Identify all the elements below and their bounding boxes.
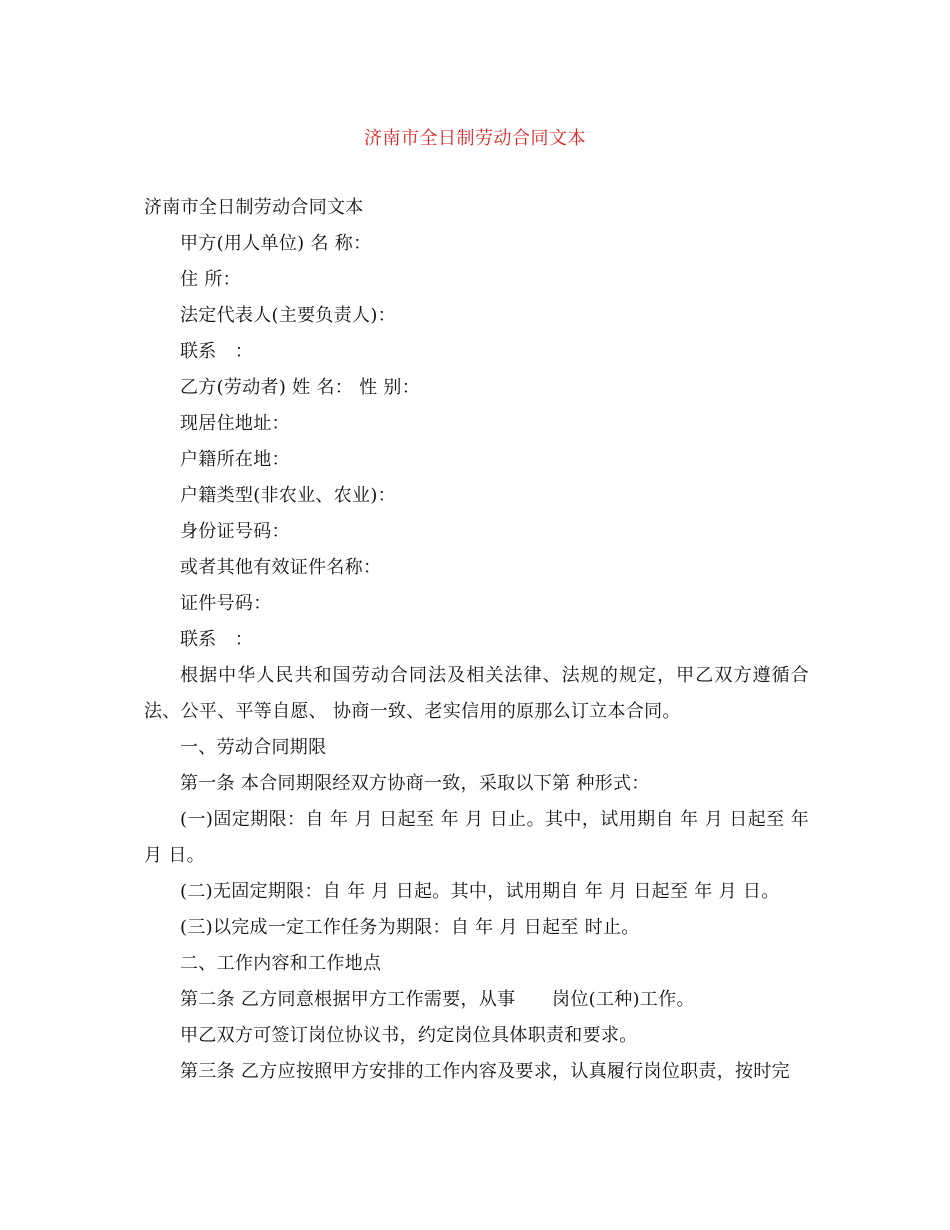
fixed-term-clause: (一)固定期限：自 年 月 日起至 年 月 日止。其中，试用期自 年 月 日起至 年 月 日。	[144, 809, 809, 866]
article-3: 第三条 乙方应按照甲方安排的工作内容及要求，认真履行岗位职责，按时完	[180, 1061, 790, 1082]
section-heading-term: 一、劳动合同期限	[180, 737, 327, 758]
party-b-name-gender-field: 乙方(劳动者) 姓 名： 性 别：	[180, 377, 421, 398]
section-heading-work: 二、工作内容和工作地点	[180, 953, 382, 974]
article-1: 第一条 本合同期限经双方协商一致，采取以下第 种形式：	[180, 773, 650, 794]
id-document-number-field: 证件号码：	[180, 593, 272, 614]
party-a-address-field: 住 所：	[180, 269, 241, 290]
document-body	[144, 190, 809, 1090]
party-b-contact-field: 联系 ：	[180, 629, 254, 650]
household-type-field: 户籍类型(非农业、农业)：	[180, 485, 396, 506]
position-agreement-text: 甲乙双方可签订岗位协议书，约定岗位具体职责和要求。	[180, 1025, 638, 1046]
other-id-name-field: 或者其他有效证件名称：	[180, 557, 382, 578]
document-title: 济南市全日制劳动合同文本	[364, 128, 586, 149]
task-term-clause: (三)以完成一定工作任务为期限：自 年 月 日起至 时止。	[180, 917, 640, 938]
preamble-paragraph: 根据中华人民共和国劳动合同法及相关法律、法规的规定，甲乙双方遵循合法、公平、平等自愿、 协商一致、老实信用的原那么订立本合同。	[144, 665, 809, 722]
household-registration-field: 户籍所在地：	[180, 449, 290, 470]
current-address-field: 现居住地址：	[180, 413, 290, 434]
id-number-field: 身份证号码：	[180, 521, 290, 542]
open-term-clause: (二)无固定期限：自 年 月 日起。其中，试用期自 年 月 日起至 年 月 日。	[180, 881, 780, 902]
article-2: 第二条 乙方同意根据甲方工作需要，从事 岗位(工种)工作。	[180, 989, 695, 1010]
party-a-name-field: 甲方(用人单位) 名 称：	[180, 233, 372, 254]
legal-representative-field: 法定代表人(主要负责人)：	[180, 305, 396, 326]
body-heading: 济南市全日制劳动合同文本	[144, 197, 364, 218]
party-a-contact-field: 联系 ：	[180, 341, 254, 362]
